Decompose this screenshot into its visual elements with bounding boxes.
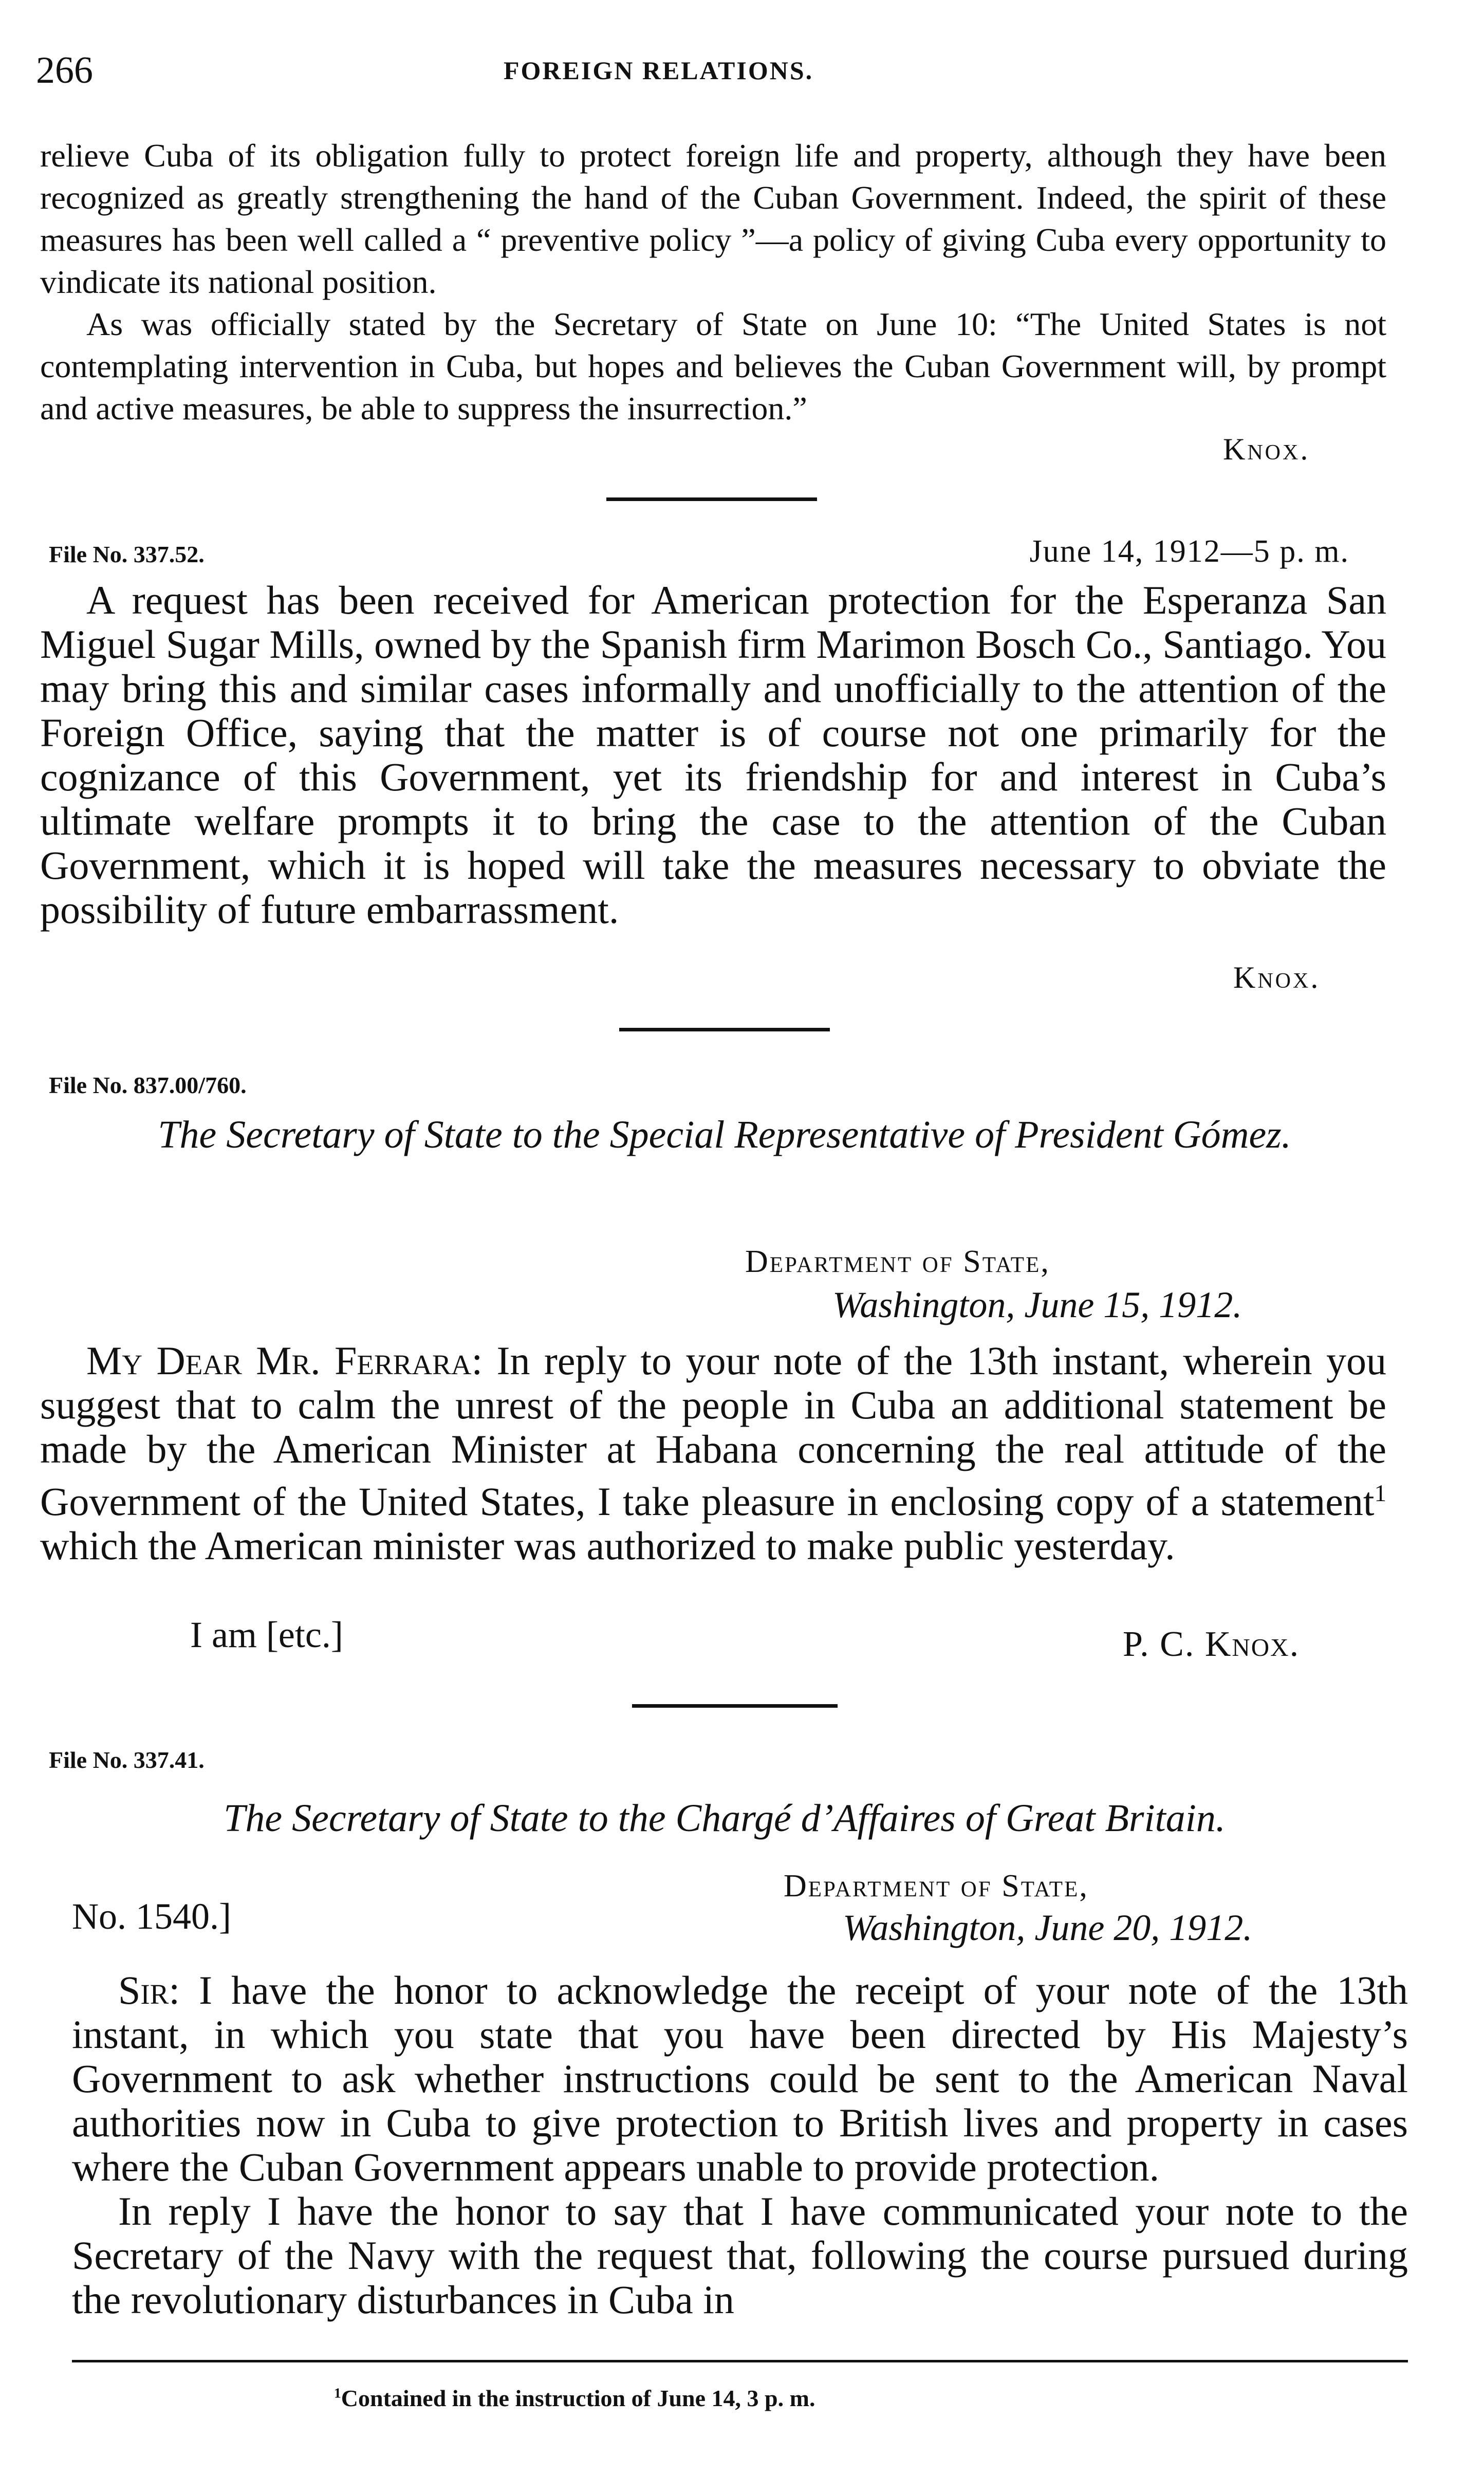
divider-rule: [606, 497, 817, 501]
letter-body: [72, 1968, 1408, 2322]
letter-para-1: [72, 1968, 1408, 2189]
footnote: [334, 2385, 815, 2412]
department-of-state: Department of State,: [745, 1244, 1050, 1279]
letter-heading: The Secretary of State to the Special Representative of President Gómez.: [158, 1113, 1291, 1156]
file-number: File No. 837.00/760.: [49, 1072, 247, 1098]
footnote-marker: 1: [1374, 1480, 1386, 1507]
salutation: Sir:: [118, 1968, 180, 2012]
signature-knox-1: Knox.: [1223, 432, 1310, 466]
divider-rule: [619, 1028, 830, 1031]
letter-heading: The Secretary of State to the Chargé d’Affaires of Great Britain.: [224, 1797, 1226, 1840]
telegram-body: A request has been received for American protection for the Esperanza San Miguel Sugar Mills, owned by the Spanish firm Marimon Bosch Co., Santiago. You may bring this and similar cases informally and unofficially to the attention of the Foreign Office, saying that the matter is of course not one primarily for the cognizance of this Government, yet its friendship for and interest in Cuba’s ultimate welfare prompts it to bring the case to the attention of the Cuban Government, which it is hoped will take the measures necessary to obviate the possibility of future embarrassment.: [40, 578, 1386, 932]
closing: I am [etc.]: [190, 1614, 343, 1655]
footnote-rule: [72, 2360, 1408, 2362]
place-date: Washington, June 15, 1912.: [832, 1284, 1242, 1325]
letter-number: No. 1540.]: [72, 1896, 231, 1937]
signature-knox-2: Knox.: [1233, 961, 1321, 994]
file-number: File No. 337.52.: [49, 541, 205, 567]
place-date: Washington, June 20, 1912.: [843, 1907, 1253, 1948]
continuation-para-2: As was officially stated by the Secretary of State on June 10: “The United States is not contemplating intervention in Cuba, but hopes and believes the Cuban Government will, by prompt and active measures, be able to suppress the insurrection.”: [40, 306, 1386, 427]
signature-pc-knox: P. C. Knox.: [1123, 1624, 1300, 1664]
divider-rule: [632, 1704, 838, 1708]
running-title: FOREIGN RELATIONS.: [504, 56, 814, 85]
salutation: My Dear Mr. Ferrara:: [86, 1338, 483, 1383]
footnote-text: Contained in the instruction of June 14, 3 p. m.: [341, 2385, 815, 2411]
file-number: File No. 337.41.: [49, 1747, 205, 1773]
department-of-state: Department of State,: [784, 1869, 1089, 1904]
letter-body-text-cont: which the American minister was authorized to make public yesterday.: [40, 1523, 1175, 1568]
letter-body-text: In reply to your note of the 13th instant, wherein you suggest that to calm the unrest of the people in Cuba an additional statement be made by the American Minister at Habana concerning the real attitude of the Government of the United States, I take pleasure in enclosing copy of a statement: [40, 1338, 1386, 1524]
footnote-mark: 1: [334, 2385, 341, 2401]
letter-para-1-text: I have the honor to acknowledge the receipt of your note of the 13th instant, in which you state that you have been directed by His Majesty’s Government to ask whether instructions could be sent to the American Naval authorities now in Cuba to give protection to British lives and property in cases where the Cuban Government appears unable to provide protection.: [72, 1968, 1408, 2189]
continuation-para-1: relieve Cuba of its obligation fully to protect foreign life and property, although they have been recognized as greatly strengthening the hand of the Cuban Government. Indeed, the spirit of these measures has been well called a “ preventive policy ”—a policy of giving Cuba every opportunity to vindicate its national position.: [40, 137, 1386, 300]
page-number: 266: [36, 49, 93, 91]
continuation-paragraph: [40, 135, 1386, 430]
telegram-dateline: June 14, 1912—5 p. m.: [1029, 534, 1349, 569]
letter-para-2: In reply I have the honor to say that I have communicated your note to the Secretary of the Navy with the request that, following the course pursued during the revolutionary disturbances in Cuba in: [72, 2189, 1408, 2322]
letter-body: [40, 1339, 1386, 1568]
